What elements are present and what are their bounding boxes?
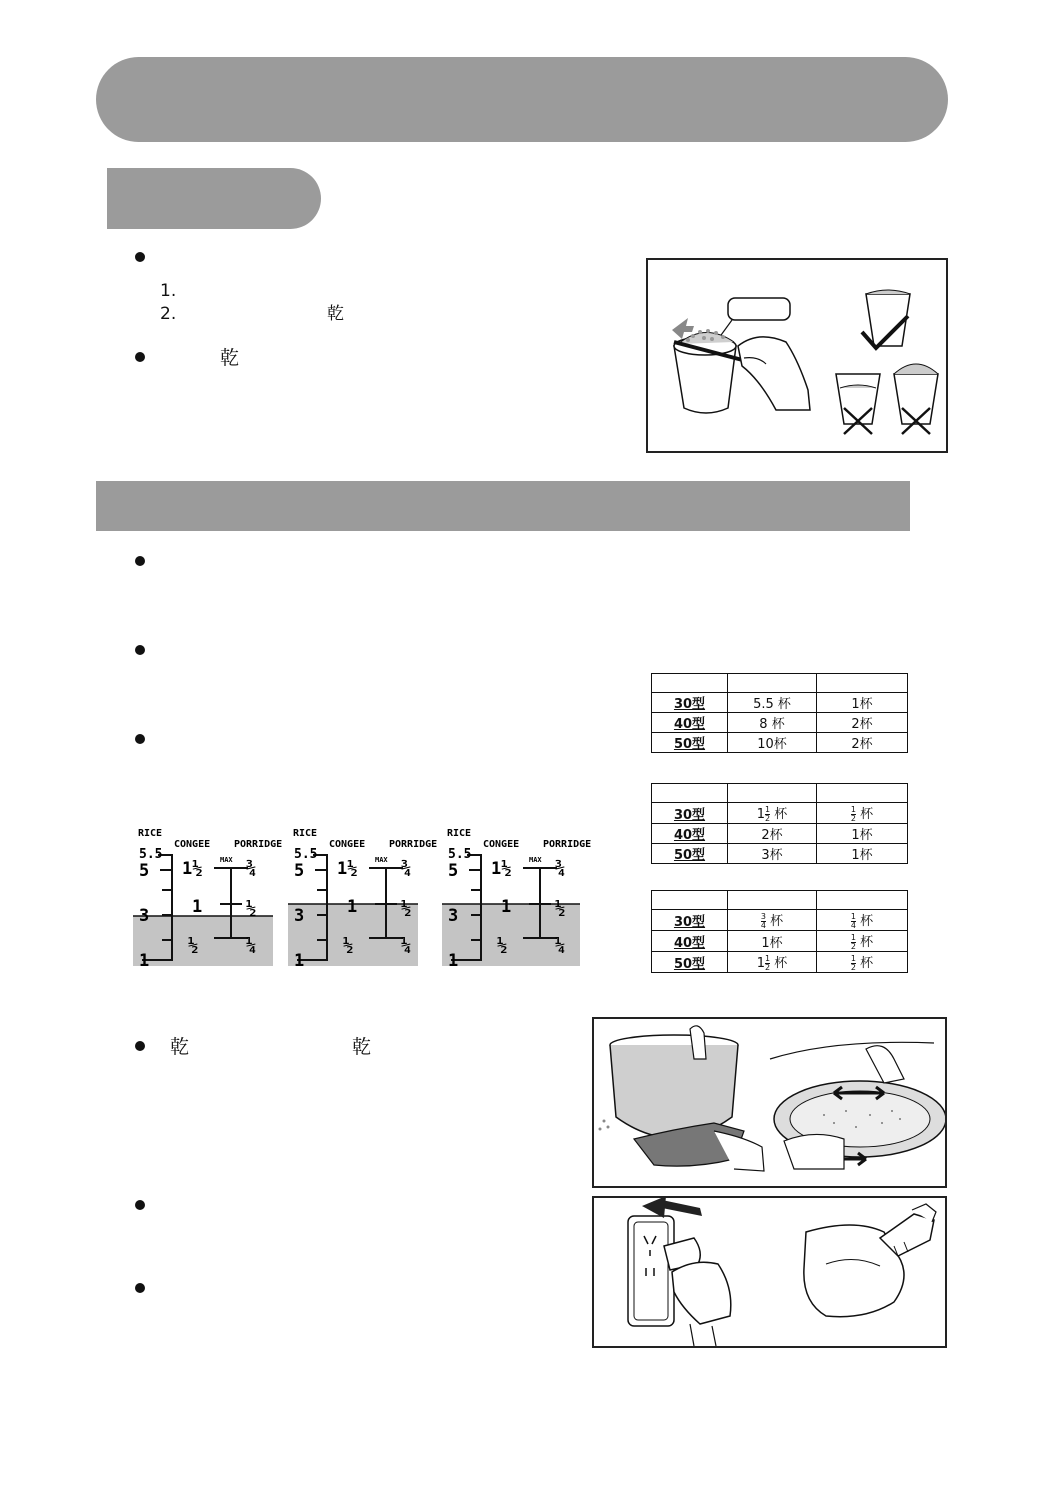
rice-mark: 5.5	[448, 847, 472, 862]
max-cell: 2杯	[728, 824, 817, 844]
max-cell: 10杯	[728, 733, 817, 753]
table-row	[652, 844, 908, 864]
model-cell: 50型	[652, 733, 728, 753]
congee-mark: ½	[343, 936, 354, 956]
min-cell: 1杯	[817, 693, 908, 713]
power-plug-drawing	[594, 1198, 945, 1346]
rice-label: RICE	[447, 828, 472, 839]
porridge-mark: ¼	[401, 936, 412, 956]
porridge-mark: ½	[246, 899, 257, 919]
porridge-label: PORRIDGE	[234, 839, 283, 850]
porridge-mark: ¼	[555, 936, 566, 956]
max-label: MAX	[375, 856, 388, 864]
rice-mark: 1	[448, 951, 459, 970]
table-row	[652, 910, 908, 931]
table-row	[652, 693, 908, 713]
table-header-cell	[728, 891, 817, 910]
step-2-text: 乾	[327, 304, 344, 324]
max-cell: 1杯	[728, 931, 817, 952]
min-cell	[817, 931, 908, 952]
congee-mark: 1½	[491, 859, 512, 879]
inner-pot-cleaning-illustration	[592, 1017, 947, 1188]
table-congee-capacity	[651, 783, 908, 864]
rice-mark: 3	[139, 906, 150, 926]
rice-mark: 1	[294, 951, 305, 970]
power-plug-illustration	[592, 1196, 947, 1348]
bullet-2-text: 乾	[220, 347, 240, 369]
table-row	[652, 713, 908, 733]
congee-label: CONGEE	[483, 839, 520, 850]
congee-mark: 1	[347, 897, 358, 917]
bullet-text-b: 乾	[352, 1036, 372, 1058]
unit-label: 杯	[860, 956, 874, 971]
bullet-text-a: 乾	[170, 1036, 190, 1058]
porridge-label: PORRIDGE	[543, 839, 592, 850]
min-cell	[817, 952, 908, 973]
rice-label: RICE	[138, 828, 163, 839]
porridge-mark: ½	[555, 899, 566, 919]
fraction: $\frac{3}{4}$	[760, 912, 766, 930]
fraction: $\frac{1}{4}$	[850, 912, 856, 930]
step-1-number: 1.	[160, 281, 177, 301]
table-row	[652, 824, 908, 844]
bullet-point	[135, 1283, 145, 1293]
congee-label: CONGEE	[174, 839, 211, 850]
congee-mark: 1	[192, 897, 203, 917]
model-cell: 30型	[652, 803, 728, 824]
fraction: $\frac{1}{2}$	[850, 805, 856, 823]
gauge-rice-level	[133, 828, 282, 970]
rice-mark: 3	[448, 906, 459, 926]
porridge-label: PORRIDGE	[389, 839, 438, 850]
rice-label: RICE	[293, 828, 318, 839]
porridge-mark: ¾	[401, 859, 412, 879]
max-cell	[728, 910, 817, 931]
bullet-point	[135, 734, 145, 744]
congee-mark: 1	[501, 897, 512, 917]
unit-label: 杯	[860, 914, 874, 929]
rice-mark: 5.5	[294, 847, 318, 862]
table-header-cell	[652, 891, 728, 910]
step-2-number: 2.	[160, 304, 177, 324]
congee-mark: 1½	[337, 859, 358, 879]
table-header-cell	[652, 784, 728, 803]
model-cell: 30型	[652, 693, 728, 713]
fraction: $\frac{1}{2}$	[850, 954, 856, 972]
fraction: $\frac{1}{2}$	[765, 805, 771, 823]
unit-label: 杯	[774, 956, 788, 971]
min-cell	[817, 803, 908, 824]
table-header-cell	[817, 674, 908, 693]
rice-mark: 5	[139, 861, 150, 881]
congee-label: CONGEE	[329, 839, 366, 850]
rice-mark: 1	[139, 951, 150, 970]
table-row	[652, 952, 908, 973]
unit-label: 杯	[774, 807, 788, 822]
table-header-cell	[728, 674, 817, 693]
min-cell: 2杯	[817, 713, 908, 733]
unit-label: 杯	[860, 807, 874, 822]
table-header-cell	[728, 784, 817, 803]
bullet-point	[135, 556, 145, 566]
model-cell: 50型	[652, 844, 728, 864]
table-header-cell	[652, 674, 728, 693]
bullet-point	[135, 1200, 145, 1210]
congee-mark: 1½	[182, 859, 203, 879]
max-label: MAX	[529, 856, 542, 864]
min-cell	[817, 910, 908, 931]
unit-label: 杯	[770, 914, 784, 929]
fraction: $\frac{1}{2}$	[765, 954, 771, 972]
max-cell: 3杯	[728, 844, 817, 864]
rice-mark: 5	[448, 861, 459, 881]
porridge-mark: ½	[401, 899, 412, 919]
water-level-gauges	[130, 820, 600, 970]
max-cell: 5.5 杯	[728, 693, 817, 713]
porridge-mark: ¾	[246, 859, 257, 879]
table-row	[652, 931, 908, 952]
table-row	[652, 803, 908, 824]
table-rice-capacity	[651, 673, 908, 753]
bullet-point	[135, 352, 145, 362]
whole-number: 1	[756, 807, 766, 822]
gauge-porridge-level	[442, 828, 591, 970]
whole-number: 1	[756, 956, 766, 971]
congee-mark: ½	[497, 936, 508, 956]
model-cell: 40型	[652, 713, 728, 733]
model-cell: 30型	[652, 910, 728, 931]
porridge-mark: ¾	[555, 859, 566, 879]
model-cell: 50型	[652, 952, 728, 973]
measuring-cup-illustration	[646, 258, 948, 453]
rice-mark: 5	[294, 861, 305, 881]
max-cell	[728, 803, 817, 824]
measuring-cup-drawing	[648, 260, 946, 451]
table-header-cell	[817, 891, 908, 910]
section-tab-rice-measuring	[107, 168, 321, 229]
min-cell: 1杯	[817, 824, 908, 844]
table-row	[652, 733, 908, 753]
model-cell: 40型	[652, 931, 728, 952]
model-cell: 40型	[652, 824, 728, 844]
rice-mark: 5.5	[139, 847, 163, 862]
table-porridge-capacity	[651, 890, 908, 973]
inner-pot-drawing	[594, 1019, 945, 1186]
congee-mark: ½	[188, 936, 199, 956]
min-cell: 2杯	[817, 733, 908, 753]
max-label: MAX	[220, 856, 233, 864]
min-cell: 1杯	[817, 844, 908, 864]
unit-label: 杯	[860, 935, 874, 950]
bullet-point	[135, 252, 145, 262]
porridge-mark: ¼	[246, 936, 257, 956]
page-title-banner	[96, 57, 948, 142]
bullet-point	[135, 1041, 145, 1051]
table-header-cell	[817, 784, 908, 803]
max-cell	[728, 952, 817, 973]
bullet-point	[135, 645, 145, 655]
gauge-congee-level	[288, 828, 437, 970]
fraction: $\frac{1}{2}$	[850, 933, 856, 951]
max-cell: 8 杯	[728, 713, 817, 733]
rice-mark: 3	[294, 906, 305, 926]
section-header-water-level	[96, 481, 910, 531]
